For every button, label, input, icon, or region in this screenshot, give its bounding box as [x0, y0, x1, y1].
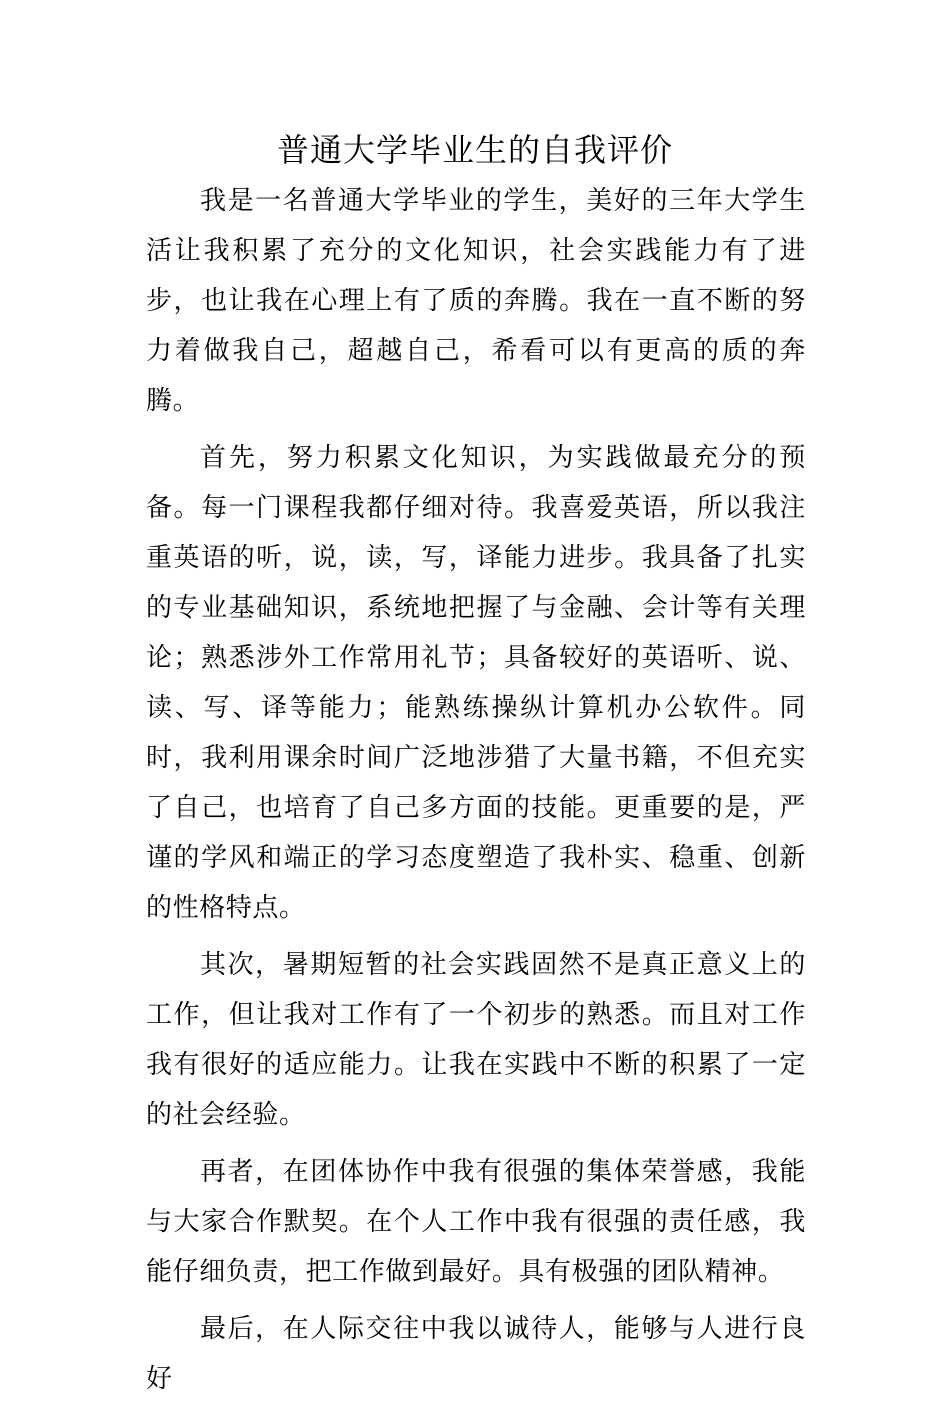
- paragraph-second: 其次，暑期短暂的社会实践固然不是真正意义上的工作，但让我对工作有了一个初步的熟悉。而且对工作我有很好的适应能力。让我在实践中不断的积累了一定的社会经验。: [146, 950, 806, 1130]
- paragraph-first: 首先，努力积累文化知识，为实践做最充分的预备。每一门课程我都仔细对待。我喜爱英语，所以我注重英语的听，说，读，写，译能力进步。我具备了扎实的专业基础知识，系统地把握了与金融、会计等有关理论；熟悉涉外工作常用礼节；具备较好的英语听、说、读、写、译等能力；能熟练操纵计算机办公软件。同时，我利用课余时间广泛地涉猎了大量书籍，不但充实了自己，也培育了自己多方面的技能。更重要的是，严谨的学风和端正的学习态度塑造了我朴实、稳重、创新的性格特点。: [146, 443, 806, 923]
- paragraph-third: 再者，在团体协作中我有很强的集体荣誉感，我能与大家合作默契。在个人工作中我有很强的责任感，我能仔细负责，把工作做到最好。具有极强的团队精神。: [146, 1157, 806, 1287]
- paragraph-last: 最后，在人际交往中我以诚待人，能够与人进行良好: [146, 1314, 806, 1394]
- document-body: [146, 176, 806, 1411]
- document-title: 普通大学毕业生的自我评价: [276, 131, 673, 169]
- paragraph-intro: 我是一名普通大学毕业的学生，美好的三年大学生活让我积累了充分的文化知识，社会实践能力有了进步，也让我在心理上有了质的奔腾。我在一直不断的努力着做我自己，超越自己，希看可以有更高的质的奔腾。: [146, 186, 806, 416]
